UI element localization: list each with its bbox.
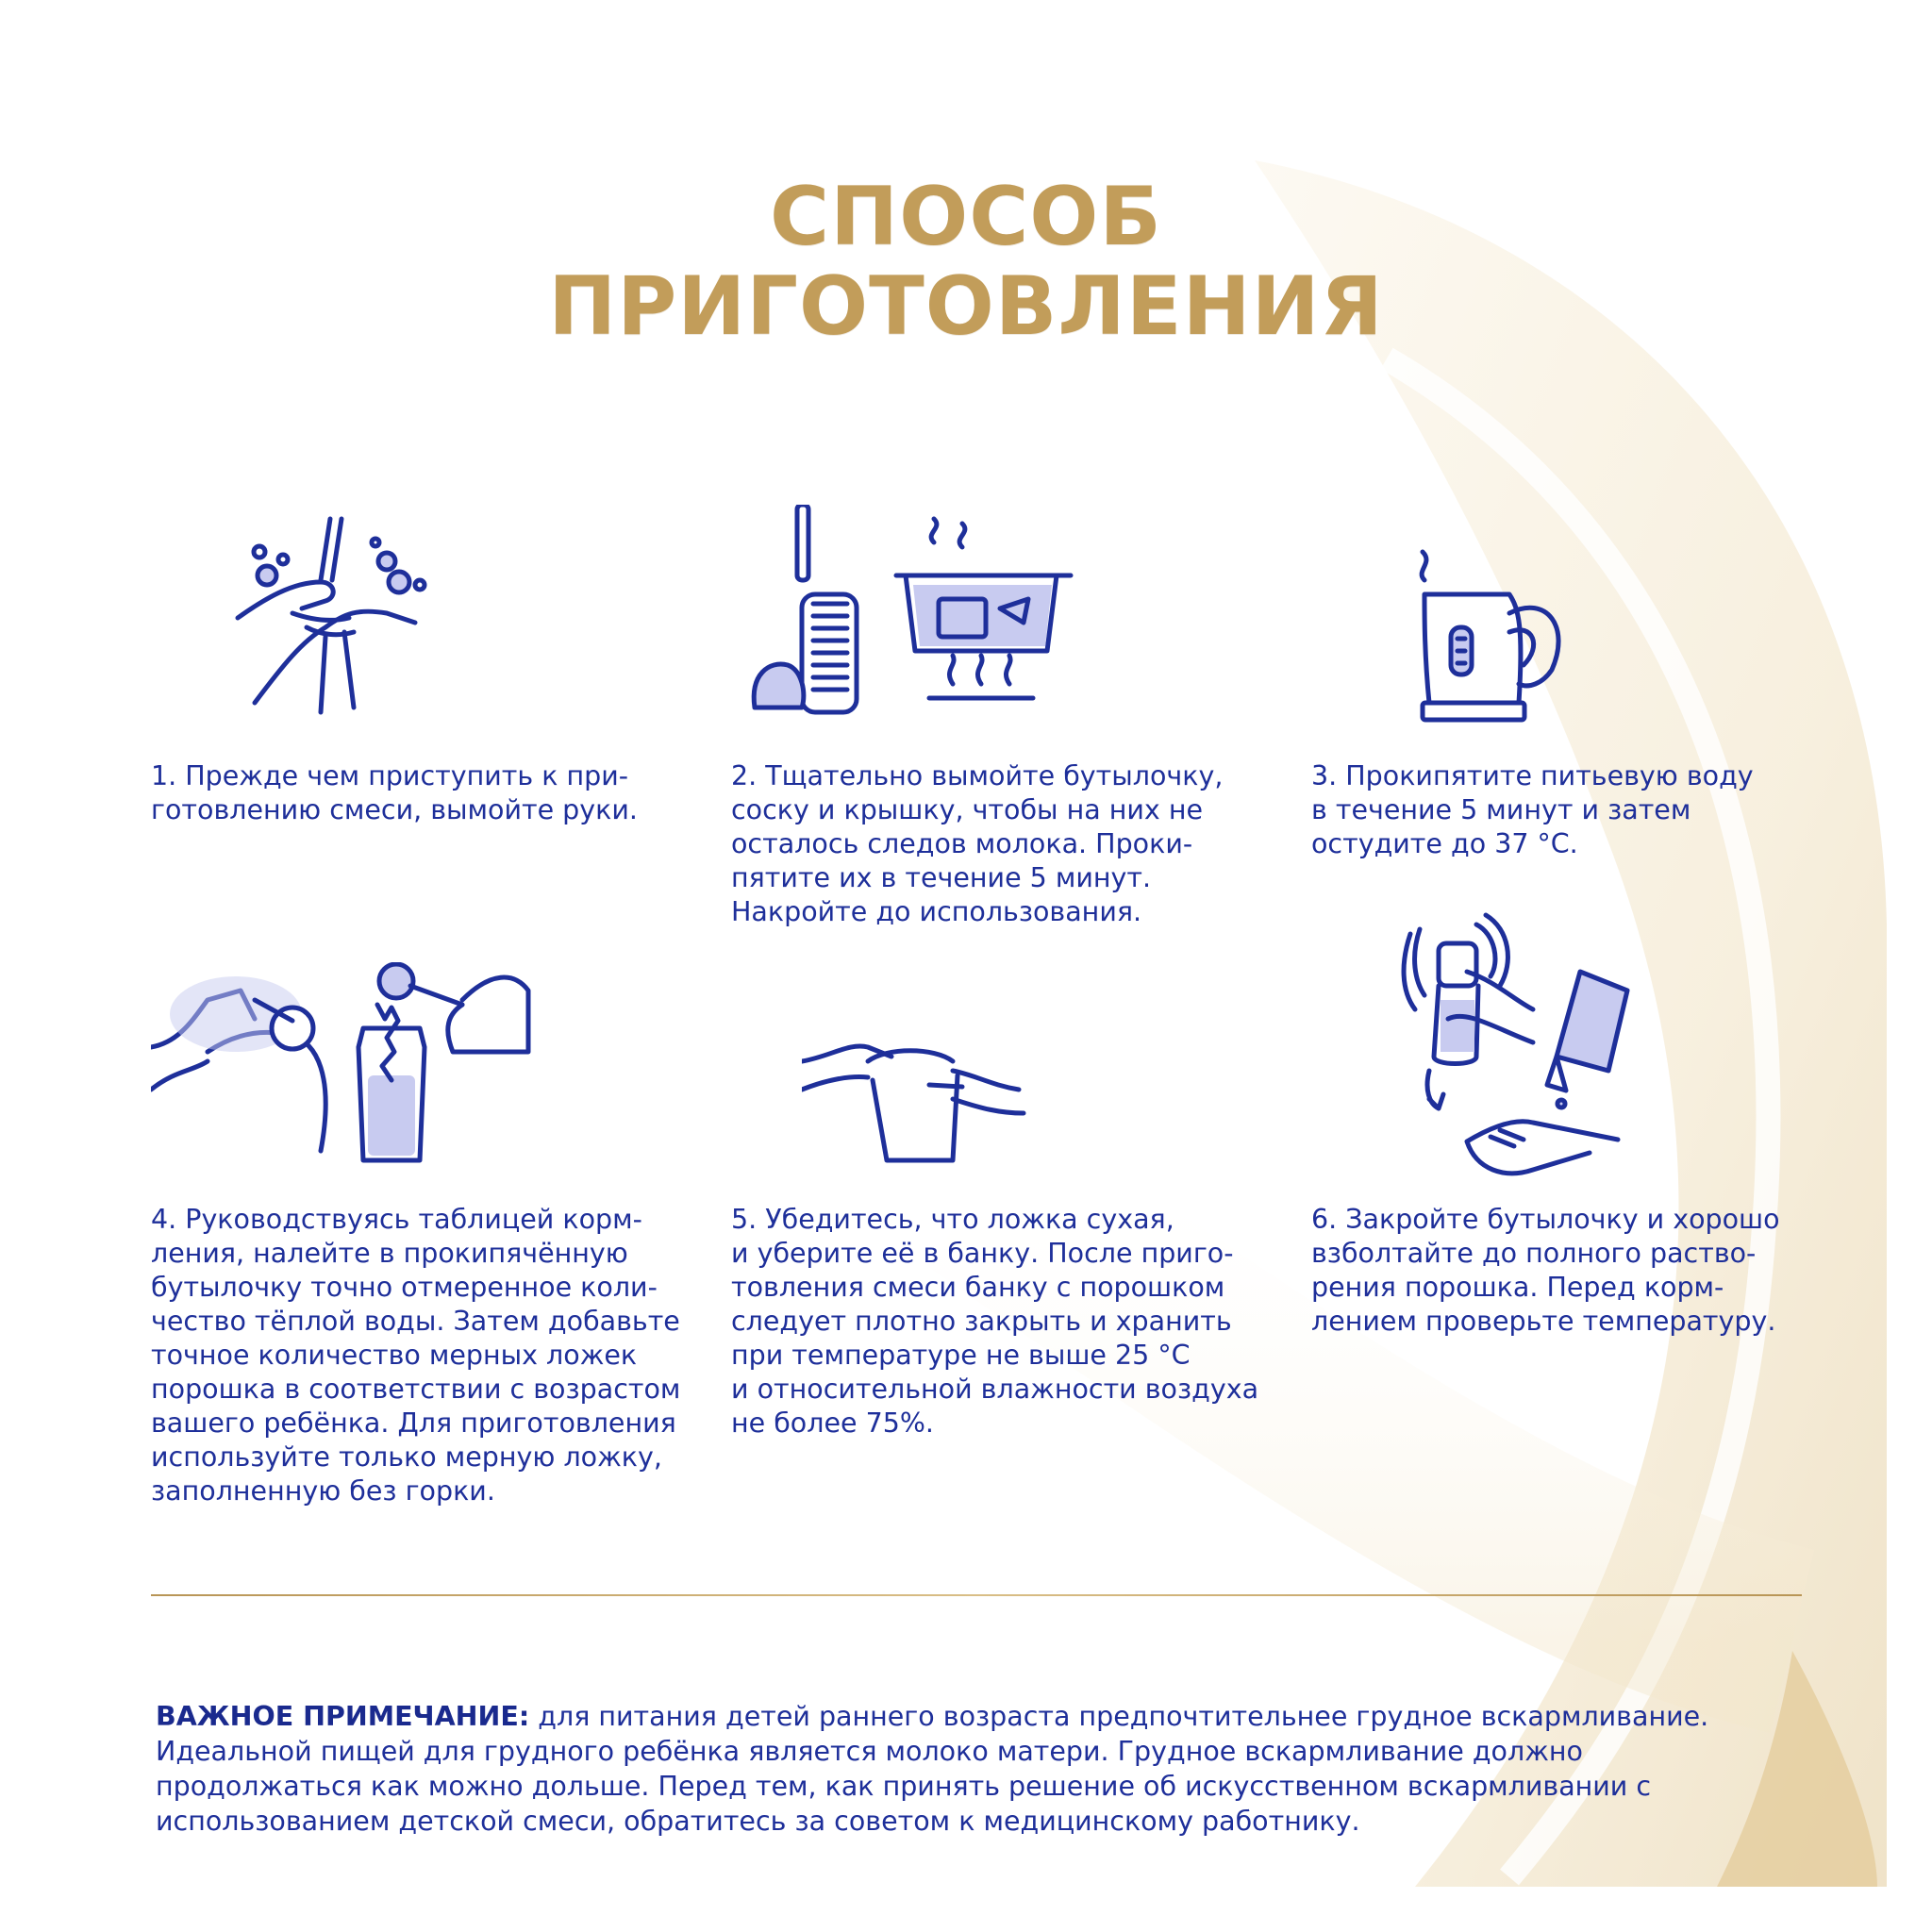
- page-title-line-1: СПОСОБ: [770, 170, 1162, 264]
- step-4-text: 4. Руководствуясь таблицей корм- ления, налейте в прокипячённую бутылочку точно отмеренное коли- чество тёплой воды. Затем добавьте точное количество мерных ложек порошка в соответствии с возрастом вашего ребёнка. Для приготовления используйте только мерную ложку, заполненную без горки.: [151, 1204, 681, 1507]
- scoop-and-bottle-icon: [151, 962, 538, 1165]
- step-3-text: 3. Прокипятите питьевую воду в течение 5 минут и затем остудите до 37 °С.: [1311, 760, 1754, 859]
- step-1-text: 1. Прежде чем приступить к при- готовлению смеси, вымойте руки.: [151, 760, 638, 825]
- important-note: [156, 1699, 1797, 1839]
- step-2-text: 2. Тщательно вымойте бутылочку, соску и крышку, чтобы на них не осталось следов молока. Проки- пятите их в течение 5 минут. Накройте до использования.: [731, 760, 1224, 927]
- page-title-line-2: ПРИГОТОВЛЕНИЯ: [548, 259, 1384, 354]
- step-5-text: 5. Убедитесь, что ложка сухая, и уберите её в банку. После приго- товления смеси банку с порошком следует плотно закрыть и хранить при температуре не выше 25 °С и относительной влажности воздуха не более 75%.: [731, 1204, 1259, 1439]
- important-note-text: для питания детей раннего возраста предпочтительнее грудное вскармливание. Идеальной пищей для грудного ребёнка является молоко матери. Грудное вскармливание должно продолжаться как можно дольше. Перед тем, как принять решение об искусственном вскармливании с использованием детской смеси, обратитесь за советом к медицинскому работнику.: [156, 1700, 1709, 1837]
- hand-washing-icon: [226, 514, 443, 722]
- shake-bottle-and-test-temperature-icon: [1401, 906, 1656, 1184]
- bottle-brush-and-boiling-pot-icon: [745, 505, 1085, 722]
- step-6-text: 6. Закройте бутылочку и хорошо взболтайте до полного раство- рения порошка. Перед корм- лением проверьте температуру.: [1311, 1204, 1780, 1337]
- kettle-icon: [1406, 542, 1575, 726]
- important-note-label: ВАЖНОЕ ПРИМЕЧАНИЕ:: [156, 1700, 530, 1732]
- section-divider: [151, 1594, 1802, 1596]
- closing-can-icon: [802, 1019, 1028, 1165]
